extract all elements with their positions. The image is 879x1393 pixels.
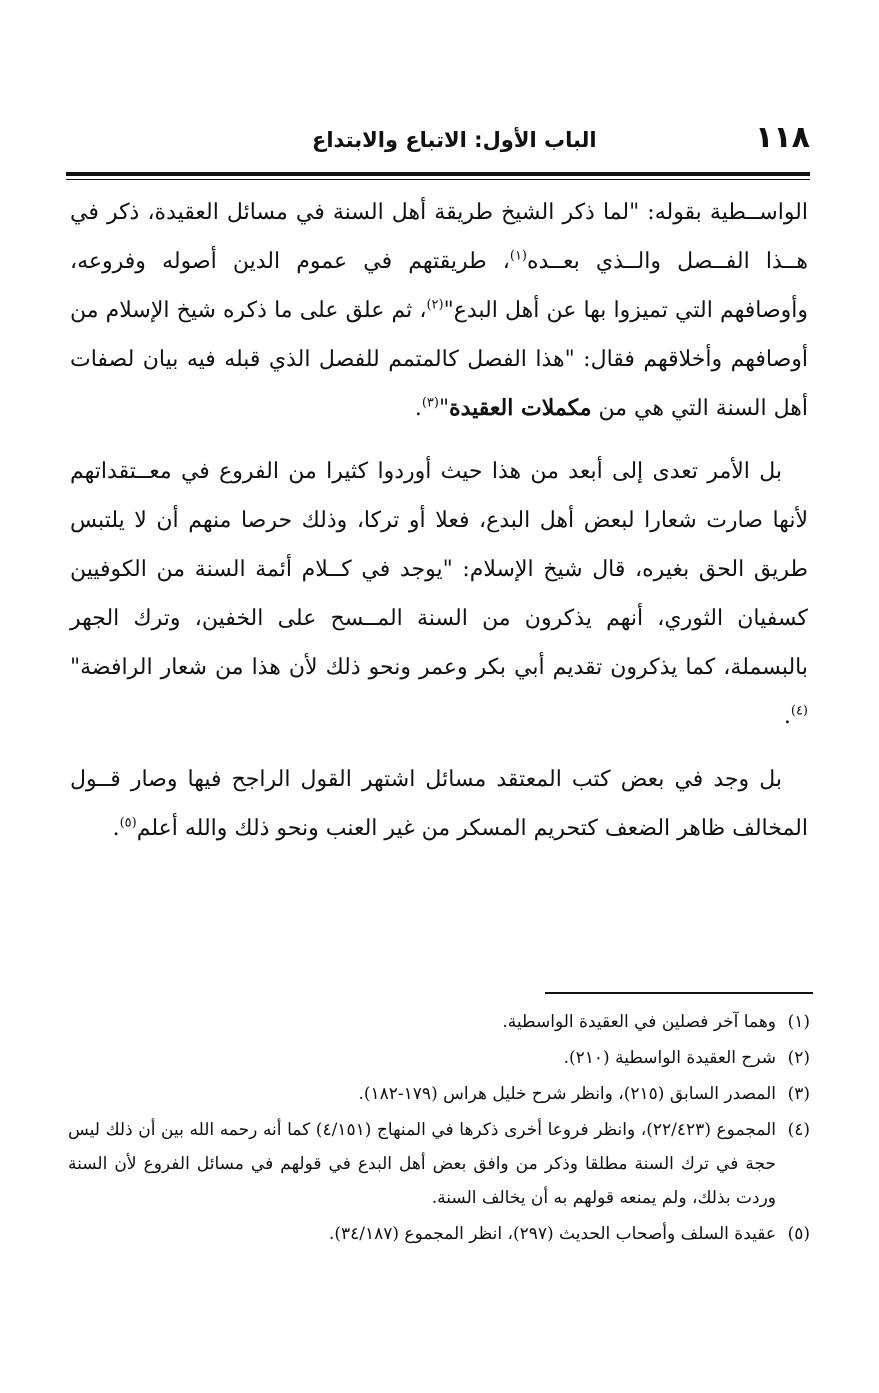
footnotes: [68, 1005, 810, 1253]
text-run: .: [783, 704, 791, 729]
footnote-reference: (٣): [421, 395, 439, 411]
text-run: .: [112, 816, 120, 841]
footnote-reference: (٥): [119, 815, 137, 831]
text-run: ، ثم علق على ما ذكره شيخ الإسلام من أوصافهم وأخلاقهم فقال: "هذا الفصل كالمتمم للفصل الذي قبله فيه بيان لصفات أهل السنة التي هي من: [70, 298, 808, 421]
main-text: [70, 188, 808, 867]
footnote-reference: (١): [509, 248, 527, 264]
text-run: الواســطية بقوله: "لما ذكر الشيخ طريقة أهل السنة في مسائل العقيدة، ذكر في هــذا الفــصل والــذي بعــده: [70, 200, 808, 274]
paragraph-3: [70, 755, 808, 853]
text-run: بل الأمر تعدى إلى أبعد من هذا حيث أوردوا كثيرا من الفروع في معــتقداتهم لأنها صارت شعارا لبعض أهل البدع، فعلا أو تركا، وذلك حرصا منهم أن لا يلتبس طريق الحق بغيره، قال شيخ الإسلام: "يوجد في كــلام أئمة السنة من الكوفيين كسفيان الثوري، أنهم يذكرون من السنة المــسح على الخفين، وترك الجهر بالبسملة، كما يذكرون تقديم أبي بكر وعمر ونحو ذلك لأن هذا من شعار الرافضة": [70, 459, 808, 680]
running-header: [66, 118, 810, 170]
text-run: بل وجد في بعض كتب المعتقد مسائل اشتهر القول الراجح فيها وصار قــول المخالف ظاهر الضعف كتحريم المسكر من غير العنب ونحو ذلك والله أعلم: [70, 767, 808, 841]
paragraph-2: [70, 447, 808, 741]
footnote-number: (٤): [787, 1120, 810, 1140]
text-run: ، طريقتهم في عموم الدين أصوله وفروعه، وأوصافهم التي تميزوا بها عن أهل البدع": [70, 249, 808, 323]
footnote-separator: [545, 992, 813, 994]
footnote-text: المجموع (٢٢/٤٢٣)، وانظر فروعا أخرى ذكرها في المنهاج (٤/١٥١) كما أنه رحمه الله بين أن ذلك ليس حجة في ترك السنة مطلقا وذكر من وافق بعض أهل البدع في قولهم في مسائل الفروع لأن السنة وردت بذلك، ولم يمنعه قولهم به أن يخالف السنة.: [68, 1120, 776, 1208]
footnote-text: شرح العقيدة الواسطية (٢١٠).: [563, 1048, 776, 1068]
footnote-3: [68, 1077, 810, 1111]
emphasized-text: مكملات العقيدة: [449, 395, 592, 421]
text-run: .: [414, 396, 422, 421]
page-number: ١١٨: [755, 120, 810, 155]
footnote-5: [68, 1217, 810, 1251]
footnote-4: [68, 1113, 810, 1215]
footnote-number: (٣): [787, 1084, 810, 1104]
footnote-text: المصدر السابق (٢١٥)، وانظر شرح خليل هراس (١٧٩-١٨٢).: [358, 1084, 776, 1104]
footnote-reference: (٢): [426, 297, 444, 313]
footnote-2: [68, 1041, 810, 1075]
paragraph-1: [70, 188, 808, 433]
footnote-reference: (٤): [790, 703, 808, 719]
footnote-1: [68, 1005, 810, 1039]
footnote-text: وهما آخر فصلين في العقيدة الواسطية.: [502, 1012, 776, 1032]
header-rule-thick: [66, 172, 810, 176]
footnote-number: (٥): [787, 1224, 810, 1244]
header-rule-thin: [66, 179, 810, 180]
text-run: ": [438, 396, 450, 421]
footnote-number: (١): [787, 1012, 810, 1032]
footnote-number: (٢): [787, 1048, 810, 1068]
chapter-title: الباب الأول: الاتباع والابتداع: [312, 128, 597, 152]
footnote-text: عقيدة السلف وأصحاب الحديث (٢٩٧)، انظر المجموع (٣٤/١٨٧).: [328, 1224, 776, 1244]
